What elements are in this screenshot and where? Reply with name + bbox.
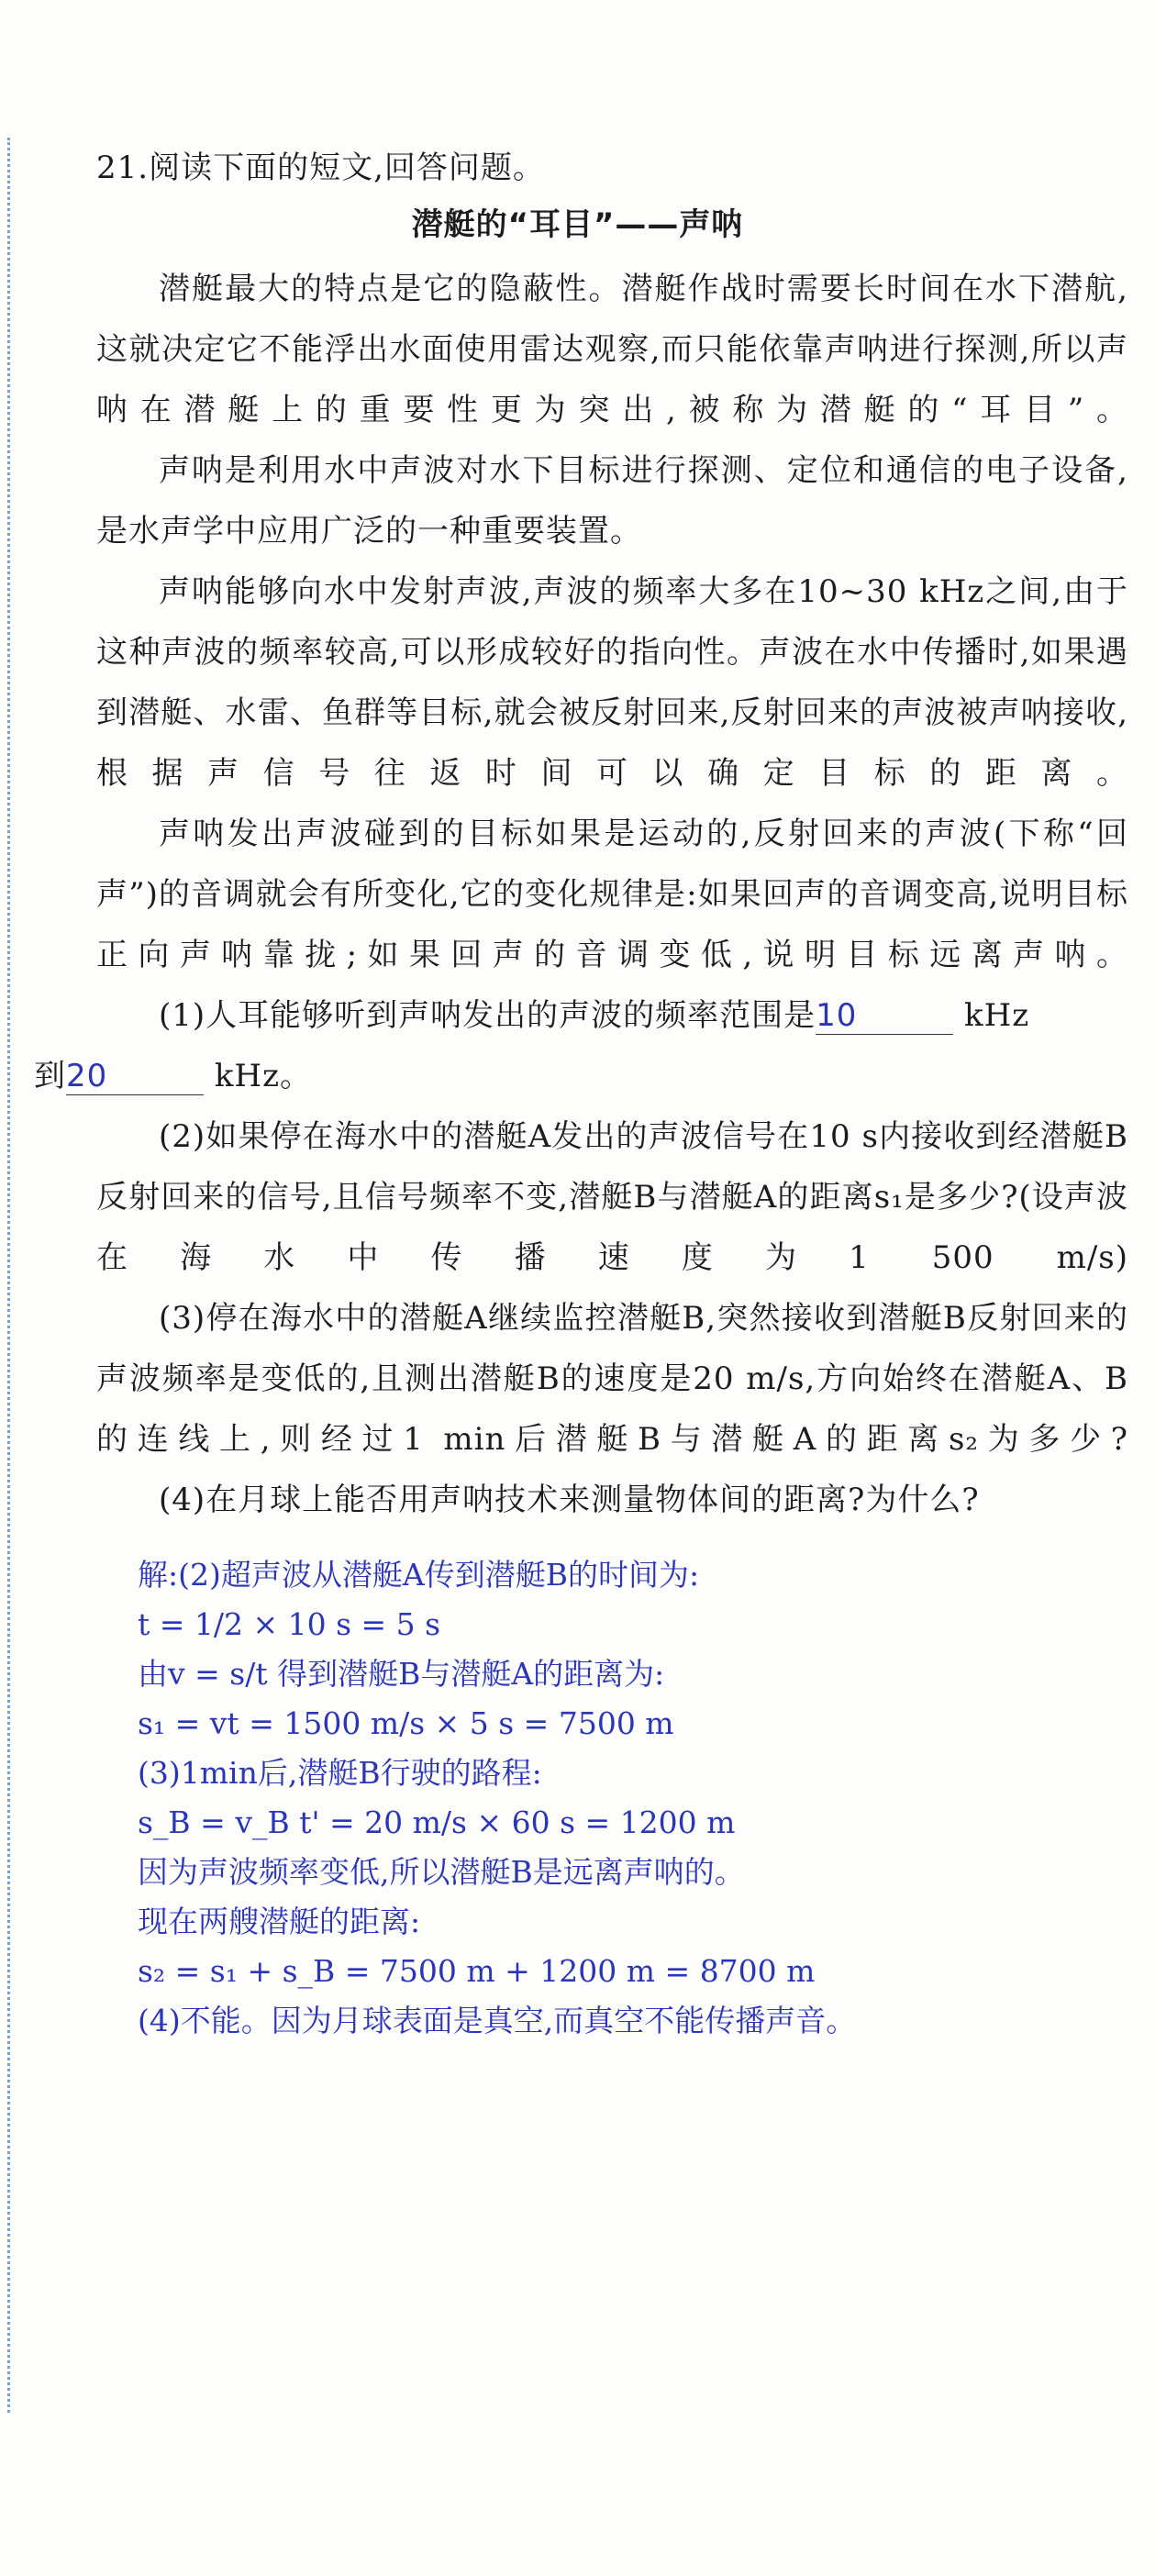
question-4: (4)在月球上能否用声呐技术来测量物体间的距离?为什么? [159,1482,980,1518]
article-paragraph-2: 声呐是利用水中声波对水下目标进行探测、定位和通信的电子设备,是水声学中应用广泛的一种重要装置。 [96,452,1128,550]
solution-line-3: 由v = s/t 得到潜艇B与潜艇A的距离为: [138,1656,665,1692]
article-paragraph-3: 声呐能够向水中发射声波,声波的频率大多在10~30 kHz之间,由于这种声波的频率较高,可以形成较好的指向性。声波在水中传播时,如果遇到潜艇、水雷、鱼群等目标,就会被反射回来,反射回来的声波被声呐接收,根据声信号往返时间可以确定目标的距离。 [96,573,1128,792]
answer-blank-1: 10 [816,997,953,1035]
solution-line-4: s₁ = vt = 1500 m/s × 5 s = 7500 m [138,1705,674,1741]
unit-1: kHz [963,997,1030,1034]
article-paragraph-1: 潜艇最大的特点是它的隐蔽性。潜艇作战时需要长时间在水下潜航,这就决定它不能浮出水面使用雷达观察,而只能依靠声呐进行探测,所以声呐在潜艇上的重要性更为突出,被称为潜艇的“耳目”。 [96,271,1128,428]
article-title: 潜艇的“耳目”——声呐 [411,206,744,243]
article-paragraph-4: 声呐发出声波碰到的目标如果是运动的,反射回来的声波(下称“回声”)的音调就会有所变化,它的变化规律是:如果回声的音调变高,说明目标正向声呐靠拢;如果回声的音调变低,说明目标远离声呐。 [96,816,1128,973]
solution-line-5: (3)1min后,潜艇B行驶的路程: [138,1755,542,1791]
solution-line-2: t = 1/2 × 10 s = 5 s [138,1606,441,1642]
solution-line-6: s_B = v_B t' = 20 m/s × 60 s = 1200 m [138,1804,736,1840]
question-2: (2)如果停在海水中的潜艇A发出的声波信号在10 s内接收到经潜艇B反射回来的信号,且信号频率不变,潜艇B与潜艇A的距离s₁是多少?(设声波在海水中传播速度为1 500 m/s) [96,1118,1128,1276]
question-1-text: (1)人耳能够听到声呐发出的声波的频率范围是 [159,997,816,1034]
solution-line-9: s₂ = s₁ + s_B = 7500 m + 1200 m = 8700 m [138,1953,816,1989]
question-1 [34,985,1128,1106]
solution-line-10: (4)不能。因为月球表面是真空,而真空不能传播声音。 [138,2003,857,2038]
question-1-to: 到 [34,1058,66,1094]
answer-blank-2: 20 [66,1058,204,1095]
question-3: (3)停在海水中的潜艇A继续监控潜艇B,突然接收到潜艇B反射回来的声波频率是变低的,且测出潜艇B的速度是20 m/s,方向始终在潜艇A、B的连线上,则经过1 min后潜艇B与潜艇A的距离s₂为多少? [96,1300,1128,1458]
question-header: 21.阅读下面的短文,回答问题。 [96,150,545,186]
unit-2: kHz。 [214,1058,312,1094]
solution-line-1: 解:(2)超声波从潜艇A传到潜艇B的时间为: [138,1557,700,1593]
solution-line-8: 现在两艘潜艇的距离: [138,1904,421,1939]
solution-line-7: 因为声波频率变低,所以潜艇B是远离声呐的。 [138,1854,745,1890]
